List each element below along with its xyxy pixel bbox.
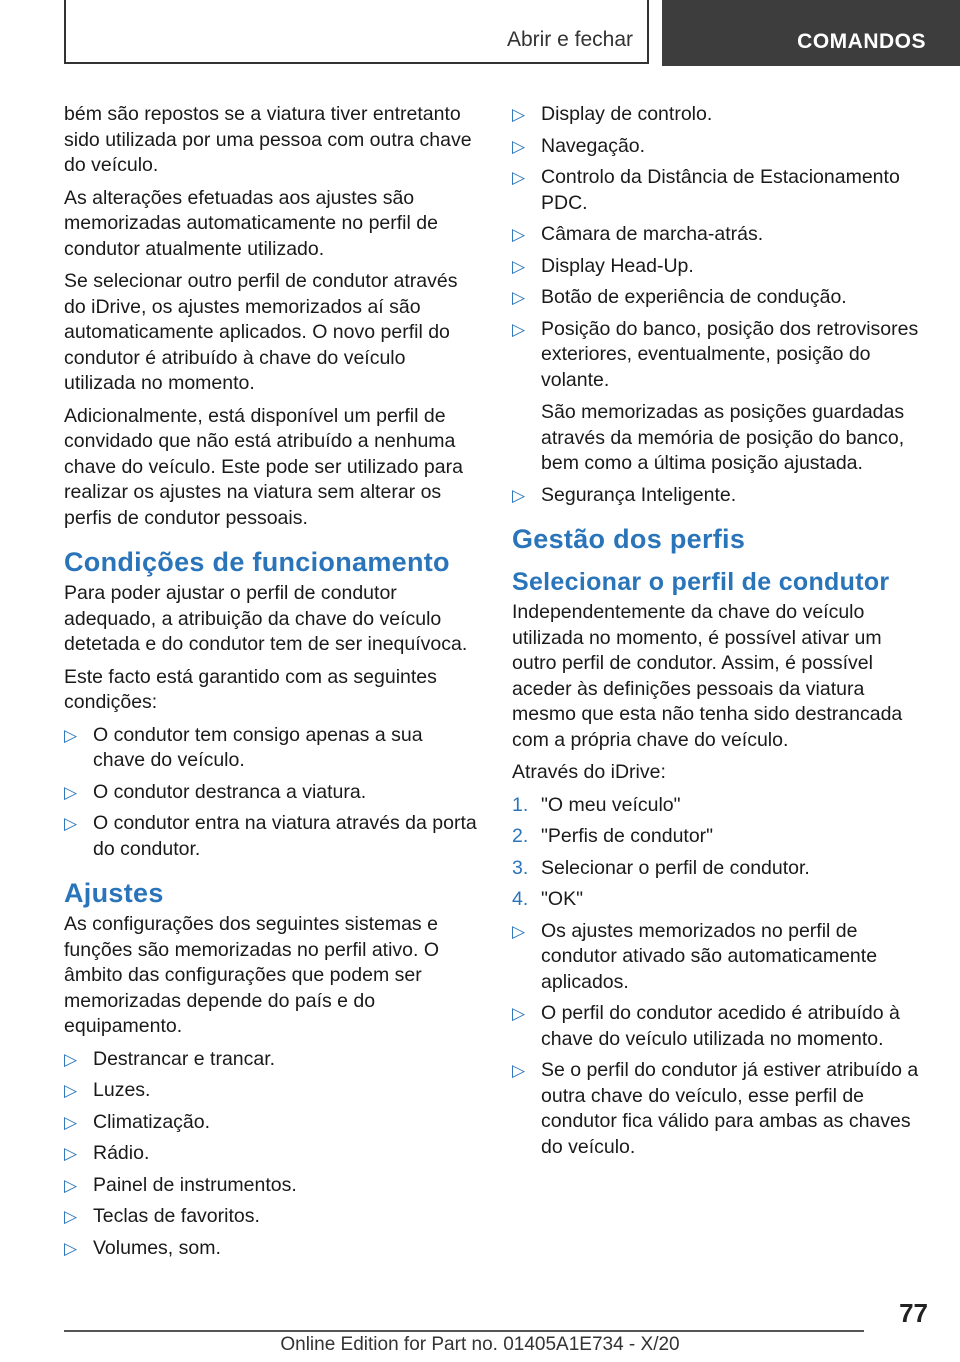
- step-number: 4.: [512, 888, 529, 910]
- triangle-bullet-icon: ▷: [512, 168, 526, 187]
- profiles-heading: Gestão dos perfis: [512, 524, 746, 554]
- list-item-text: O condutor tem consigo apenas a sua chave do veículo.: [93, 723, 423, 771]
- edition-footer: Online Edition for Part no. 01405A1E734 - X/20: [280, 1334, 680, 1355]
- list-item-text: Se o perfil do condutor já estiver atribuído a outra chave do veículo, esse perfil de condutor fica válido para ambas as chaves do veículo.: [541, 1059, 919, 1158]
- settings-heading: Ajustes: [64, 878, 164, 908]
- triangle-bullet-icon: ▷: [64, 1175, 78, 1195]
- settings-list: [64, 1047, 477, 1262]
- section-title: Abrir e fechar: [506, 28, 633, 51]
- step-number: 3.: [512, 856, 529, 879]
- left-column: [64, 102, 477, 1267]
- conditions-paragraph: Para poder ajustar o perfil de condutor adequado, a atribuição da chave do veículo detetada e do condutor tem de ser inequívoca.: [64, 582, 468, 655]
- list-item: [512, 165, 925, 216]
- step-item: [512, 824, 925, 850]
- steps-list: [512, 793, 925, 913]
- triangle-bullet-icon: ▷: [512, 1061, 526, 1080]
- select-profile-subheading: Selecionar o perfil de condutor: [512, 568, 890, 596]
- list-item: [512, 102, 925, 128]
- right-column: [512, 102, 925, 1166]
- conditions-list: [64, 723, 477, 863]
- list-item: [512, 254, 925, 280]
- triangle-bullet-icon: ▷: [512, 485, 526, 505]
- list-item: [64, 1204, 477, 1230]
- list-item-text: Destrancar e trancar.: [93, 1047, 276, 1070]
- list-item: [64, 1236, 477, 1262]
- list-item: [512, 317, 925, 477]
- triangle-bullet-icon: ▷: [64, 1049, 78, 1069]
- chapter-title: COMANDOS: [797, 30, 926, 53]
- list-item-text: Botão de experiência de condução.: [541, 286, 847, 308]
- chapter-tab: [662, 0, 960, 66]
- profiles-paragraph: Independentemente da chave do veículo utilizada no momento, é possível ativar um outro perfil de condutor. Assim, é possível aceder às definições pessoais da viatura mesmo que esta não tenha sido destrancada com a própria chave do veículo.: [512, 601, 903, 751]
- idrive-intro: Através do iDrive:: [512, 761, 666, 783]
- list-item: [512, 285, 925, 311]
- list-item: [512, 483, 925, 509]
- triangle-bullet-icon: ▷: [64, 725, 78, 745]
- seat-memory-note: São memorizadas as posições guardadas através da memória de posição do banco, bem como a última posição ajustada.: [541, 401, 905, 474]
- list-item: [512, 134, 925, 160]
- list-item-text: O condutor destranca a viatura.: [93, 780, 367, 803]
- list-item-text: Os ajustes memorizados no perfil de condutor ativado são automaticamente aplicados.: [541, 919, 878, 993]
- intro-paragraph: bém são repostos se a viatura tiver entretanto sido utilizada por uma pessoa com outra chave do veículo.: [64, 103, 472, 176]
- settings-list-continued: [512, 102, 925, 508]
- conditions-paragraph: Este facto está garantido com as seguintes condições:: [64, 665, 437, 713]
- list-item: [64, 811, 477, 862]
- step-text: "O meu veículo": [541, 793, 681, 816]
- intro-paragraph: As alterações efetuadas aos ajustes são memorizadas automaticamente no perfil de condutor atualmente utilizado.: [64, 186, 438, 260]
- triangle-bullet-icon: ▷: [512, 1004, 526, 1023]
- triangle-bullet-icon: ▷: [512, 921, 526, 941]
- list-item-text: Câmara de marcha-atrás.: [541, 223, 764, 245]
- list-item: [512, 1001, 925, 1052]
- section-box: [64, 0, 649, 64]
- list-item-text: Posição do banco, posição dos retrovisores exteriores, eventualmente, posição do volante.: [541, 317, 919, 391]
- page-number: 77: [899, 1298, 928, 1328]
- triangle-bullet-icon: ▷: [512, 256, 526, 276]
- triangle-bullet-icon: ▷: [512, 319, 526, 339]
- list-item-text: O condutor entra na viatura através da porta do condutor.: [93, 812, 477, 860]
- step-number: 1.: [512, 793, 529, 816]
- triangle-bullet-icon: ▷: [512, 105, 526, 124]
- list-item: [64, 723, 477, 774]
- triangle-bullet-icon: ▷: [512, 225, 526, 244]
- list-item: [64, 1047, 477, 1073]
- step-text: "OK": [541, 888, 584, 910]
- triangle-bullet-icon: ▷: [64, 1144, 78, 1163]
- triangle-bullet-icon: ▷: [512, 288, 526, 307]
- step-text: "Perfis de condutor": [541, 825, 714, 847]
- triangle-bullet-icon: ▷: [64, 1112, 78, 1132]
- triangle-bullet-icon: ▷: [64, 1238, 78, 1258]
- step-number: 2.: [512, 825, 529, 847]
- list-item: [64, 1141, 477, 1167]
- list-item-text: Rádio.: [93, 1142, 150, 1164]
- triangle-bullet-icon: ▷: [64, 814, 78, 833]
- list-item: [512, 1058, 925, 1160]
- list-item-text: Controlo da Distância de Estacionamento PDC.: [541, 166, 900, 214]
- triangle-bullet-icon: ▷: [64, 782, 78, 802]
- list-item-text: Segurança Inteligente.: [541, 483, 737, 506]
- list-item: [64, 780, 477, 806]
- step-item: [512, 856, 925, 882]
- list-item: [64, 1110, 477, 1136]
- list-item: [64, 1078, 477, 1104]
- list-item-text: Display de controlo.: [541, 103, 713, 125]
- step-item: [512, 793, 925, 819]
- triangle-bullet-icon: ▷: [64, 1207, 78, 1226]
- intro-paragraph: Adicionalmente, está disponível um perfil de convidado que não está atribuído a nenhuma chave do veículo. Este pode ser utilizado para realizar os ajustes na viatura sem alterar os perfis de condutor pessoais.: [64, 404, 463, 529]
- list-item-text: Display Head-Up.: [541, 254, 694, 277]
- list-item-text: Teclas de favoritos.: [93, 1205, 260, 1227]
- step-text: Selecionar o perfil de condutor.: [541, 856, 810, 879]
- list-item-text: O perfil do condutor acedido é atribuído à chave do veículo utilizada no momento.: [541, 1002, 900, 1050]
- page-header: [0, 0, 960, 66]
- list-item-text: Climatização.: [93, 1110, 211, 1133]
- settings-paragraph: As configurações dos seguintes sistemas e funções são memorizadas no perfil ativo. O âmbito das configurações que podem ser memorizadas depende do país e do equipamento.: [64, 913, 440, 1037]
- list-item-text: Navegação.: [541, 134, 646, 157]
- list-item-text: Volumes, som.: [93, 1236, 221, 1259]
- list-item-text: Painel de instrumentos.: [93, 1173, 297, 1196]
- triangle-bullet-icon: ▷: [64, 1081, 78, 1100]
- profile-notes-list: [512, 919, 925, 1161]
- list-item: [512, 222, 925, 248]
- conditions-heading: Condições de funcionamento: [64, 547, 450, 577]
- list-item-text: Luzes.: [93, 1079, 151, 1101]
- intro-paragraph: Se selecionar outro perfil de condutor através do iDrive, os ajustes memorizados aí são automaticamente aplicados. O novo perfil do condutor é atribuído à chave do veículo utilizada no momento.: [64, 270, 458, 394]
- step-item: [512, 887, 925, 913]
- list-item: [64, 1173, 477, 1199]
- footer-divider: [64, 1330, 864, 1332]
- triangle-bullet-icon: ▷: [512, 136, 526, 156]
- list-item: [512, 919, 925, 996]
